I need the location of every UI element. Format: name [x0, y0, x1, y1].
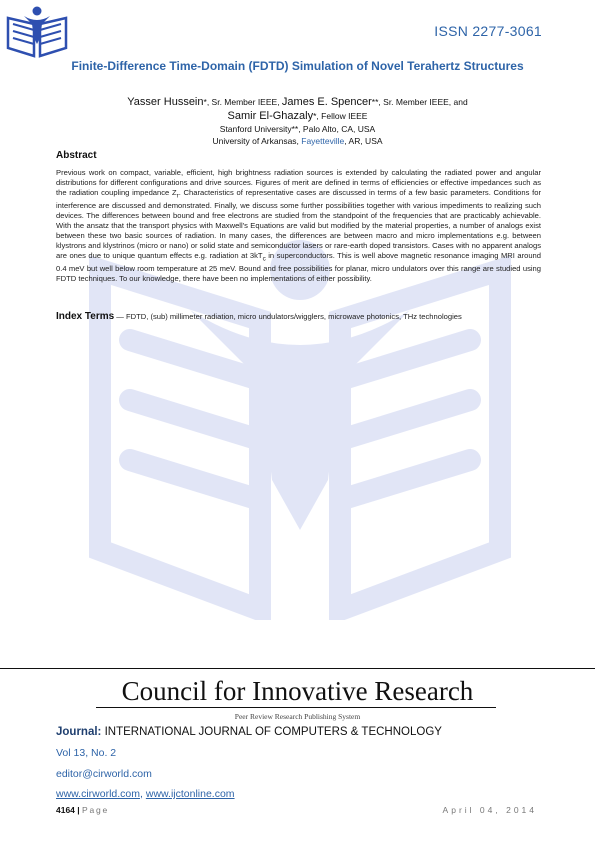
affiliation [40, 135, 555, 147]
author-mark: * [203, 97, 207, 107]
index-terms-heading: Index Terms [56, 311, 115, 322]
abstract-heading: Abstract [56, 150, 97, 161]
page-separator: | [74, 805, 83, 815]
abstract-subscript: r [176, 192, 179, 200]
council-title: Council for Innovative Research [121, 676, 474, 706]
author-role: , Sr. Member IEEE, and [378, 97, 468, 107]
author-name: James E. Spencer [281, 96, 372, 108]
website-links [56, 788, 235, 800]
book-watermark-icon [60, 230, 540, 620]
ijctonline-link[interactable]: www.ijctonline.com [145, 788, 235, 800]
volume-info: Vol 13, No. 2 [56, 747, 117, 759]
issn-number: ISSN 2277-3061 [434, 23, 542, 39]
author-name: Samir El-Ghazaly [227, 110, 314, 122]
publication-date: April 04, 2014 [442, 805, 537, 815]
cirworld-link[interactable]: www.cirworld.com [56, 788, 141, 800]
journal-line [56, 726, 442, 738]
author-mark: ** [371, 97, 379, 107]
index-terms-list: — FDTD, (sub) millimeter radiation, micro undulators/wigglers, microwave photonics, THz technologies [114, 312, 462, 321]
abstract-part: Previous work on compact, variable, efficient, high brightness radiation sources is extended by calculating the radiated power and angular distributions for different configurations and drive sources. Figures of merit are defined in terms of efficiencies or effective impedances such as the radiation coupling impedance Z [56, 168, 541, 197]
page-word: Page [82, 805, 110, 815]
abstract-text [56, 168, 541, 284]
author-block [40, 95, 555, 147]
author-role: , Fellow IEEE [316, 111, 368, 121]
council-underline [96, 707, 496, 708]
abstract-part: . Characteristics of representative cases are discussed in terms of a few basic parameters. Conditions for interference are discussed and demonstrated. Finally, we discuss some further possibilities together with various impediments to realizing such devices. The differences between bound and free electrons are studied from the standpoint of the frequencies that are practicably achievable. With the ansatz that the transport physics with Maxwell's Equations are valid but modified by the material properties, a number of analogs exist between these two basic sources of radiation. In many cases, the differences are between macro and micro implementations e.g. between klystrons and klystrinos (micro or nano) or solid state and semiconductor lasers or rare-earth doped transistors. Cases with no apparent analogs are ones due to unique quantum effects e.g. radiation at 3kT [56, 187, 541, 260]
abstract-subscript: c [262, 255, 266, 263]
abstract-part: in superconductors. This is well above magnetic resonance imaging MRI around 0.4 meV but well below room temperature at 25 meV. Bound and free possibilities for planar, micro undulators over this range are studied using FDTD techniques. To our knowledge, there have been no implementations of either possibility. [56, 250, 542, 284]
index-terms [56, 311, 576, 322]
journal-name: INTERNATIONAL JOURNAL OF COMPUTERS & TECHNOLOGY [101, 726, 442, 738]
footer-divider [0, 668, 595, 669]
author-name: Yasser Hussein [127, 96, 204, 108]
author-mark: * [313, 111, 317, 121]
affiliation-suffix: , AR, USA [344, 136, 383, 146]
page-number [56, 805, 109, 815]
peer-review-line: Peer Review Research Publishing System [234, 712, 361, 721]
author-role: , Sr. Member IEEE, [206, 97, 282, 107]
paper-title: Finite-Difference Time-Domain (FDTD) Simulation of Novel Terahertz Structures [71, 59, 524, 73]
link-separator: , [140, 788, 146, 800]
journal-label: Journal: [56, 726, 102, 738]
affiliation-city: Fayetteville [301, 136, 345, 146]
journal-logo-icon [4, 4, 70, 58]
affiliation-prefix: University of Arkansas, [212, 136, 302, 146]
page-number-value: 4164 [56, 805, 75, 815]
affiliation: Stanford University**, Palo Alto, CA, USA [219, 124, 376, 134]
editor-email: editor@cirworld.com [56, 768, 152, 780]
